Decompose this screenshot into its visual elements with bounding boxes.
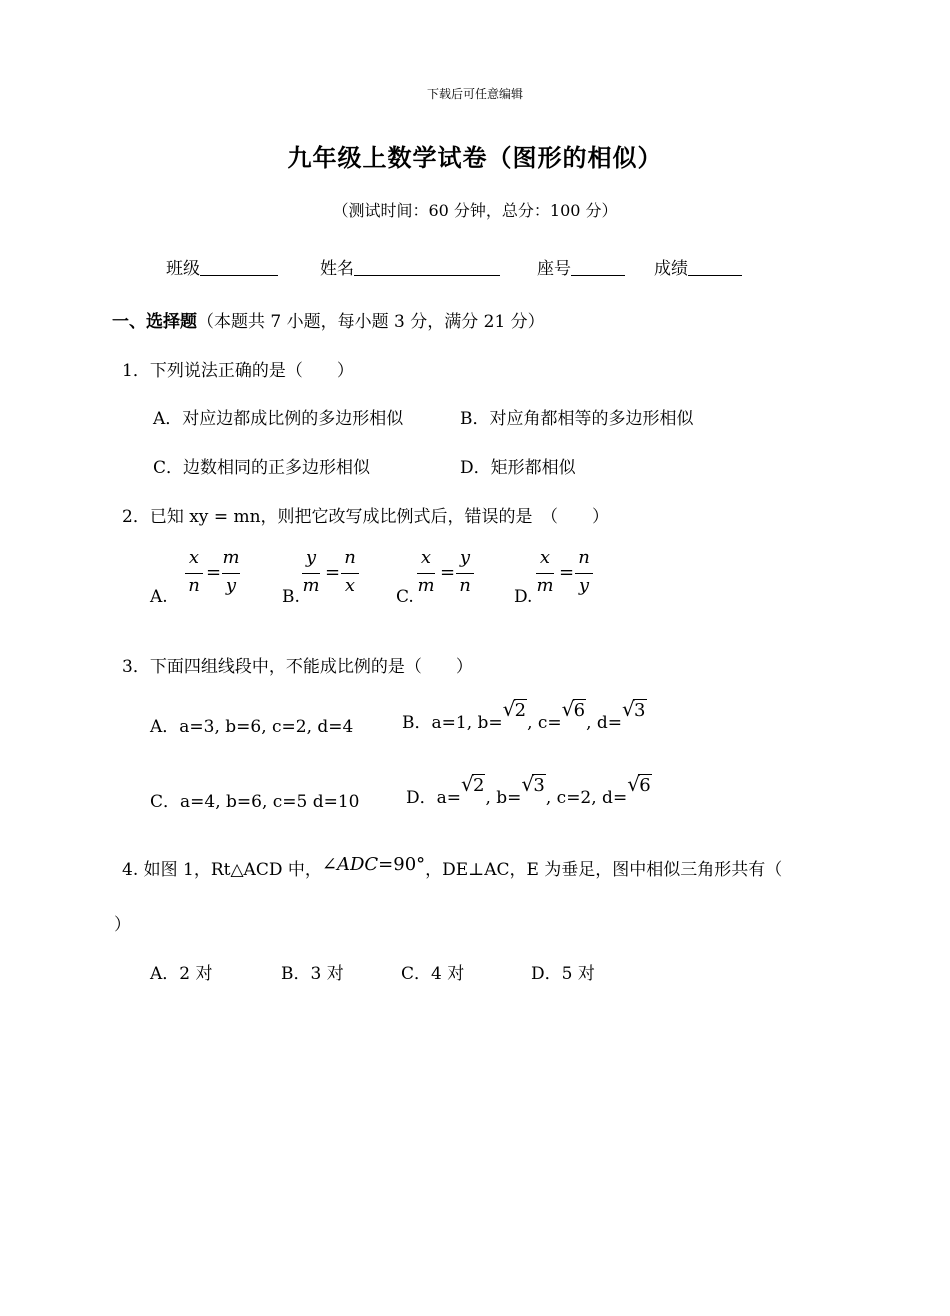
seat-blank[interactable] [571,257,625,276]
q2-option-d[interactable]: D. x m = n y [514,547,614,607]
seat-label: 座号 [537,259,571,279]
score-field[interactable] [654,254,742,279]
q2-option-label: D. [514,587,533,607]
exam-subtitle: （测试时间：60 分钟，总分：100 分） [332,201,618,220]
q3-option-a[interactable]: A．a=3, b=6, c=2, d=4 [150,717,354,737]
q3-stem: 3．下面四组线段中，不能成比例的是（ ） [122,657,473,677]
q1-option-a[interactable]: A．对应边都成比例的多边形相似 [153,409,404,429]
q3-option-d[interactable]: D．a= √ 2, b= √ 3, c=2, d= √ 6 [406,772,651,808]
section-heading [112,307,545,332]
q4-option-d[interactable]: D．5 对 [531,964,595,984]
score-blank[interactable] [688,257,742,276]
q1-option-d[interactable]: D．矩形都相似 [460,458,576,478]
sqrt-symbol: √ 6 [561,697,586,721]
section-note: （本题共 7 小题，每小题 3 分，满分 21 分） [197,312,545,332]
q2-stem: 2．已知 xy = mn，则把它改写成比例式后，错误的是 （ ） [122,507,610,527]
q3-option-c[interactable]: C．a=4, b=6, c=5 d=10 [150,792,360,812]
seat-field[interactable] [537,254,625,279]
header-note: 下载后可任意编辑 [426,87,523,101]
q2-option-label: C. [396,587,414,607]
q1-option-c[interactable]: C．边数相同的正多边形相似 [153,458,371,478]
q1-stem: 1．下列说法正确的是（ ） [122,361,354,381]
sqrt-symbol: √ 6 [627,772,651,796]
class-field[interactable] [166,254,278,279]
q4-stem-close: ） [114,915,131,935]
page-title: 九年级上数学试卷（图形的相似） [287,143,663,172]
q2-option-b[interactable]: B. y m = n x [282,547,382,607]
q2-option-label: B. [282,587,300,607]
q2-option-c[interactable]: C. x m = y n [396,547,496,607]
q2-option-label: A. [150,587,168,607]
sqrt-symbol: √ 2 [461,772,485,796]
q4-option-a[interactable]: A．2 对 [150,964,213,984]
name-field[interactable] [320,254,500,279]
score-label: 成绩 [654,259,688,279]
name-blank[interactable] [354,257,500,276]
q3-option-b[interactable]: B．a=1, b= √ 2, c= √ 6, d= √ 3 [402,697,646,733]
section-title: 一、选择题 [112,312,197,332]
angle-expression: ∠ADC [321,854,379,875]
sqrt-symbol: √ 3 [622,697,646,721]
class-blank[interactable] [200,257,278,276]
sqrt-symbol: √ 2 [502,697,527,721]
q1-option-b[interactable]: B．对应角都相等的多边形相似 [460,409,694,429]
q4-option-c[interactable]: C．4 对 [401,964,465,984]
q2-option-a[interactable]: A. x n = m y [150,547,240,607]
class-label: 班级 [166,259,200,279]
q4-stem: 4. 如图 1，Rt△ACD 中，∠ADC=90°，DE⊥AC，E 为垂足，图中相似三角形共有（ [122,854,783,880]
name-label: 姓名 [320,259,354,279]
sqrt-symbol: √ 3 [521,772,545,796]
q4-option-b[interactable]: B．3 对 [281,964,344,984]
